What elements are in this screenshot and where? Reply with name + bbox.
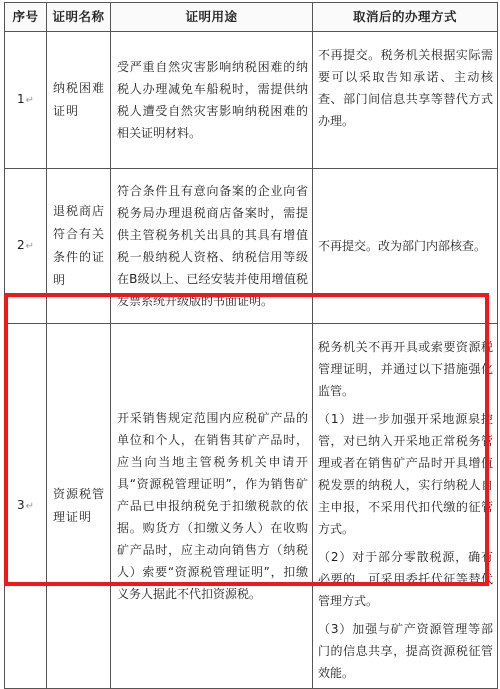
row-seq-text: 1: [16, 92, 25, 106]
table-row: [5, 169, 498, 324]
table-row: [5, 32, 498, 169]
row-name: 资源税管理证明: [47, 324, 111, 689]
row-seq: 1↵: [5, 32, 47, 169]
row-seq-text: 2: [16, 238, 25, 252]
row-name: 纳税困难证明: [47, 32, 111, 169]
method-paragraph: 税务机关不再开具或索要资源税管理证明，并通过以下措施强化监管。: [318, 340, 493, 398]
row-use: 开采销售规定范围内应税矿产品的单位和个人，在销售其矿产品时，应当向当地主管税务机关申请开具“资源税管理证明”，作为销售矿产品已申报纳税免于扣缴税款的依据。购货方（扣缴义务人）在收购矿产品时，应主动向销售方（纳税人）索要“资源税管理证明”，扣缴义务人据此不代扣资源税。: [111, 324, 313, 689]
row-method: 不再提交。改为部门内部核查。: [313, 169, 498, 324]
row-seq: 3↵: [5, 324, 47, 689]
header-method: 取消后的办理方式: [313, 3, 498, 32]
table-header-row: [5, 3, 498, 32]
method-paragraph: （1）进一步加强开采地源泉控管，对已纳入开采地正常税务管理或者在销售矿产品时开具增值税发票的纳税人，实行纳税人自主申报，不采用代扣代缴的征管方式。: [318, 412, 493, 536]
row-use: 受严重自然灾害影响纳税困难的纳税人办理减免车船税时，需提供纳税人遭受自然灾害影响纳税困难的相关证明材料。: [111, 32, 313, 169]
row-use: 符合条件且有意向备案的企业向省税务局办理退税商店备案时，需提供主管税务机关出具的其具有增值税一般纳税人资格、纳税信用等级在B级以上、已经安装并使用增值税发票系统升级版的书面证明。: [111, 169, 313, 324]
method-paragraph: （3）加强与矿产资源管理等部门的信息共享，提高资源税征管效能。: [318, 622, 493, 680]
row-name: 退税商店符合有关条件的证明: [47, 169, 111, 324]
row-seq: 2↵: [5, 169, 47, 324]
header-name: 证明名称: [47, 3, 111, 32]
row-method: [313, 324, 498, 689]
header-seq: 序号: [5, 3, 47, 32]
row-method: 不再提交。税务机关根据实际需要可以采取告知承诺、主动核查、部门间信息共享等替代方式办理。: [313, 32, 498, 169]
certificate-table: [4, 2, 498, 689]
method-paragraph: （2）对于部分零散税源，确有必要的，可采用委托代征等替代管理方式。: [318, 550, 493, 608]
row-seq-text: 3: [16, 498, 25, 512]
header-use: 证明用途: [111, 3, 313, 32]
table-row: [5, 324, 498, 689]
